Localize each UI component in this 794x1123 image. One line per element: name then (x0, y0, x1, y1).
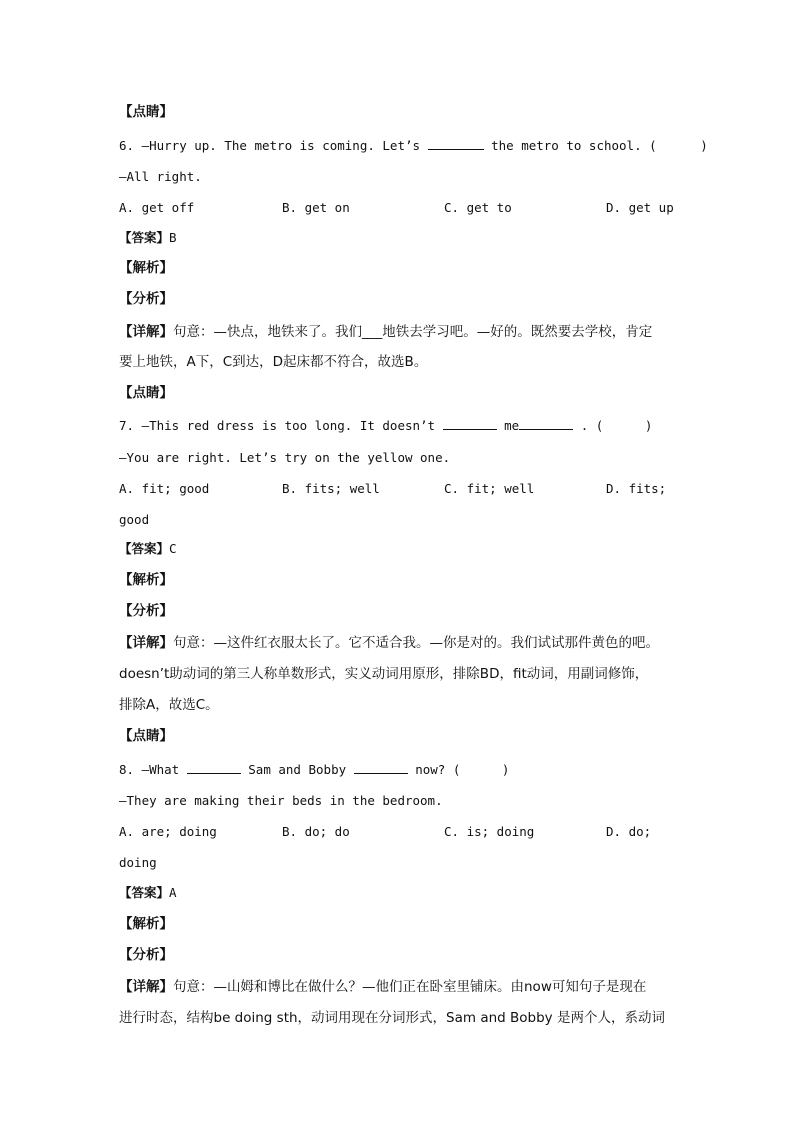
question-7-stem-end: ) (644, 418, 653, 433)
option-a: A. get off (119, 200, 195, 215)
answer-row (119, 228, 679, 248)
question-6-detail-line-2: 要上地铁，A下，C到达，D起床都不符合，故选B。 (119, 354, 428, 370)
section-label-dianjing: 【点睛】 (119, 104, 173, 120)
detail-text: 句意：—快点，地铁来了。我们___地铁去学习吧。—好的。既然要去学校，肯定 (173, 324, 653, 340)
option-b: B. get on (282, 200, 350, 215)
question-6-detail-line-1 (119, 322, 679, 342)
question-7-detail-line-2: doesn’t助动词的第三人称单数形式，实义动词用原形，排除BD，fit动词，用副词修饰， (119, 666, 649, 682)
answer-value: C (169, 541, 177, 556)
question-7-stem-me: me (504, 418, 520, 433)
question-6-stem (119, 136, 708, 156)
section-label-fenxi: 【分析】 (119, 603, 173, 619)
question-7-stem-start: 7. —This red dress is too long. It doesn’t (119, 418, 436, 433)
answer-blank (443, 416, 497, 430)
section-label-fenxi: 【分析】 (119, 947, 173, 963)
section-label-jiexi: 【解析】 (119, 260, 173, 276)
answer-blank (428, 136, 484, 150)
question-7-stem (119, 416, 679, 436)
option-b: B. do; do (282, 824, 350, 839)
detail-label: 【详解】 (119, 979, 173, 995)
option-c: C. fit; well (444, 481, 535, 496)
answer-label: 【答案】 (119, 885, 170, 900)
section-label-dianjing: 【点睛】 (119, 385, 173, 401)
section-label-dianjing: 【点睛】 (119, 728, 173, 744)
answer-row (119, 883, 679, 903)
option-d: D. do; (606, 824, 652, 839)
detail-text: 句意：—这件红衣服太长了。它不适合我。—你是对的。我们试试那件黄色的吧。 (173, 635, 659, 651)
section-label-jiexi: 【解析】 (119, 916, 173, 932)
question-7-detail-line-1 (119, 633, 679, 653)
question-7-option-d-wrap: good (119, 512, 150, 527)
question-8-stem-end: ) (501, 762, 510, 777)
option-c: C. is; doing (444, 824, 535, 839)
question-7-reply: —You are right. Let’s try on the yellow one. (119, 450, 451, 465)
question-6-reply: —All right. (119, 169, 202, 184)
answer-label: 【答案】 (119, 541, 170, 556)
question-8-detail-line-2: 进行时态，结构be doing sth，动词用现在分词形式，Sam and Bobby 是两个人，系动词 (119, 1010, 665, 1026)
answer-blank (354, 760, 408, 774)
option-d: D. get up (606, 200, 674, 215)
answer-row (119, 539, 679, 559)
section-label-fenxi: 【分析】 (119, 291, 173, 307)
option-a: A. are; doing (119, 824, 217, 839)
question-8-option-d-wrap: doing (119, 855, 157, 870)
question-6-stem-end: ) (700, 138, 708, 153)
question-7-stem-paren: . ( (580, 418, 604, 433)
answer-value: B (169, 230, 177, 245)
answer-blank (187, 760, 241, 774)
option-b: B. fits; well (282, 481, 380, 496)
question-8-stem (119, 760, 679, 780)
detail-label: 【详解】 (119, 635, 173, 651)
answer-blank (519, 416, 573, 430)
detail-text: 句意：—山姆和博比在做什么？—他们正在卧室里铺床。由now可知句子是现在 (173, 979, 647, 995)
question-7-detail-line-3: 排除A，故选C。 (119, 697, 219, 713)
answer-value: A (169, 885, 177, 900)
question-6-stem-start: 6. —Hurry up. The metro is coming. Let’s (119, 138, 421, 153)
question-8-stem-start: 8. —What (119, 762, 180, 777)
question-8-detail-line-1 (119, 977, 679, 997)
section-label-jiexi: 【解析】 (119, 572, 173, 588)
question-6-stem-middle: the metro to school. ( (491, 138, 657, 153)
answer-label: 【答案】 (119, 230, 170, 245)
detail-label: 【详解】 (119, 324, 173, 340)
question-8-stem-now: now? ( (415, 762, 461, 777)
question-8-stem-subject: Sam and Bobby (248, 762, 347, 777)
option-d: D. fits; (606, 481, 667, 496)
question-8-reply: —They are making their beds in the bedroom. (119, 793, 443, 808)
option-c: C. get to (444, 200, 512, 215)
option-a: A. fit; good (119, 481, 210, 496)
